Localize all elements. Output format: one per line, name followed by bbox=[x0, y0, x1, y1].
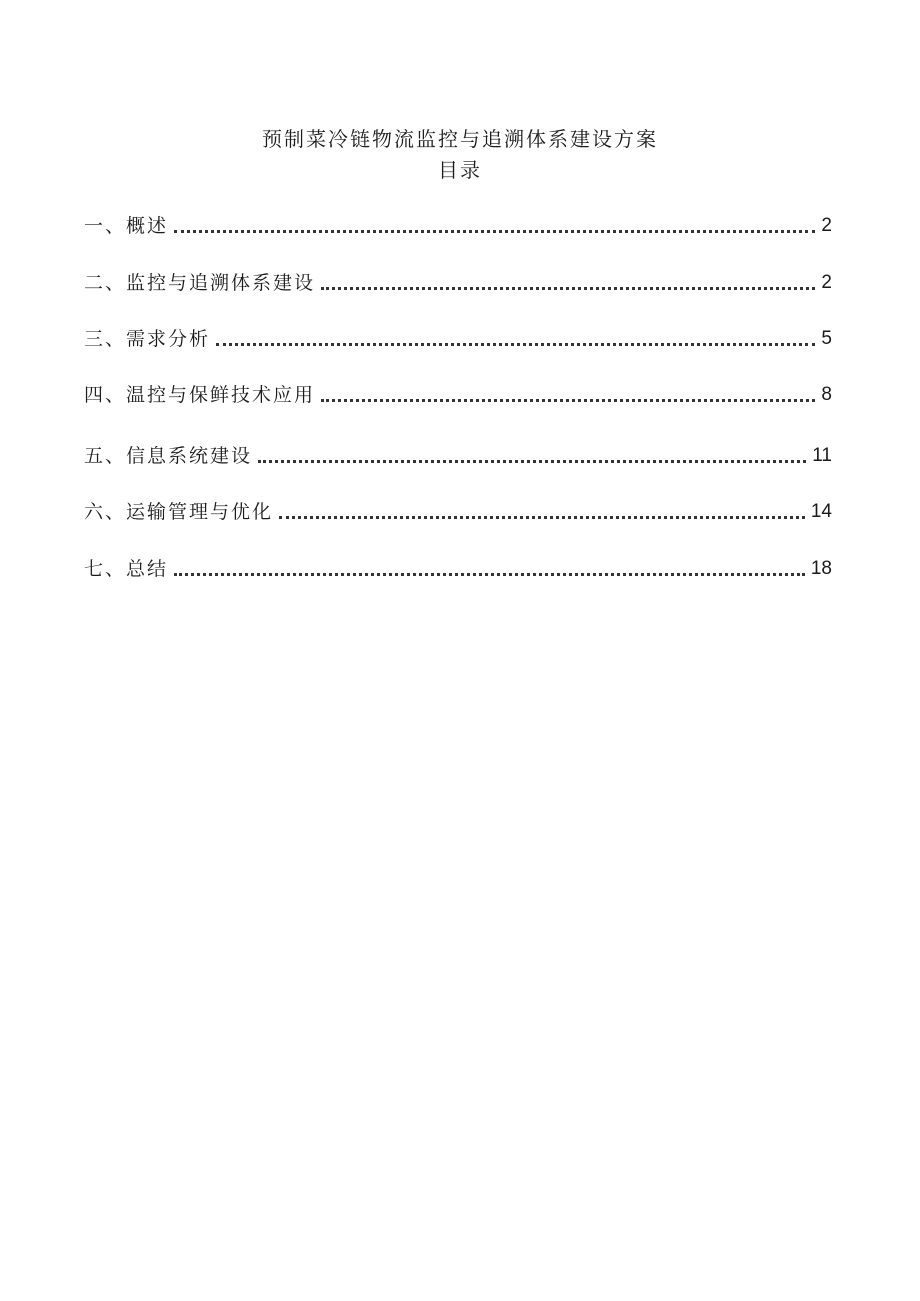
toc-item-transport[interactable] bbox=[84, 497, 832, 527]
toc-item-requirements[interactable] bbox=[84, 324, 832, 354]
toc-dot-leader bbox=[258, 460, 806, 463]
document-title: 预制菜冷链物流监控与追溯体系建设方案 bbox=[262, 127, 658, 151]
toc-item-label: 二、监控与追溯体系建设 bbox=[84, 272, 316, 294]
toc-item-label: 五、信息系统建设 bbox=[84, 445, 253, 467]
toc-item-page: 14 bbox=[810, 501, 832, 522]
toc-item-page: 5 bbox=[821, 328, 832, 349]
toc-item-label: 七、总结 bbox=[84, 558, 169, 580]
toc-item-label: 六、运输管理与优化 bbox=[84, 501, 274, 523]
toc-dot-leader bbox=[279, 516, 805, 519]
toc-dot-leader bbox=[174, 573, 805, 576]
toc-dot-leader bbox=[321, 399, 815, 402]
toc-item-page: 8 bbox=[821, 384, 832, 405]
toc-item-page: 18 bbox=[810, 558, 832, 579]
toc-item-page: 2 bbox=[821, 272, 832, 293]
toc-item-monitoring[interactable] bbox=[84, 268, 832, 298]
toc-dot-leader bbox=[321, 287, 815, 290]
toc-item-information-system[interactable] bbox=[84, 441, 832, 471]
toc-heading: 目录 bbox=[438, 158, 482, 182]
toc-item-label: 四、温控与保鲜技术应用 bbox=[84, 384, 316, 406]
toc-item-label: 一、概述 bbox=[84, 215, 169, 237]
toc-dot-leader bbox=[174, 230, 815, 233]
toc-item-overview[interactable] bbox=[84, 211, 832, 241]
toc-item-summary[interactable] bbox=[84, 554, 832, 584]
toc-dot-leader bbox=[216, 343, 815, 346]
toc-item-page: 2 bbox=[821, 215, 832, 236]
toc-item-page: 11 bbox=[812, 445, 832, 466]
toc-item-label: 三、需求分析 bbox=[84, 328, 211, 350]
toc-item-temperature[interactable] bbox=[84, 380, 832, 410]
